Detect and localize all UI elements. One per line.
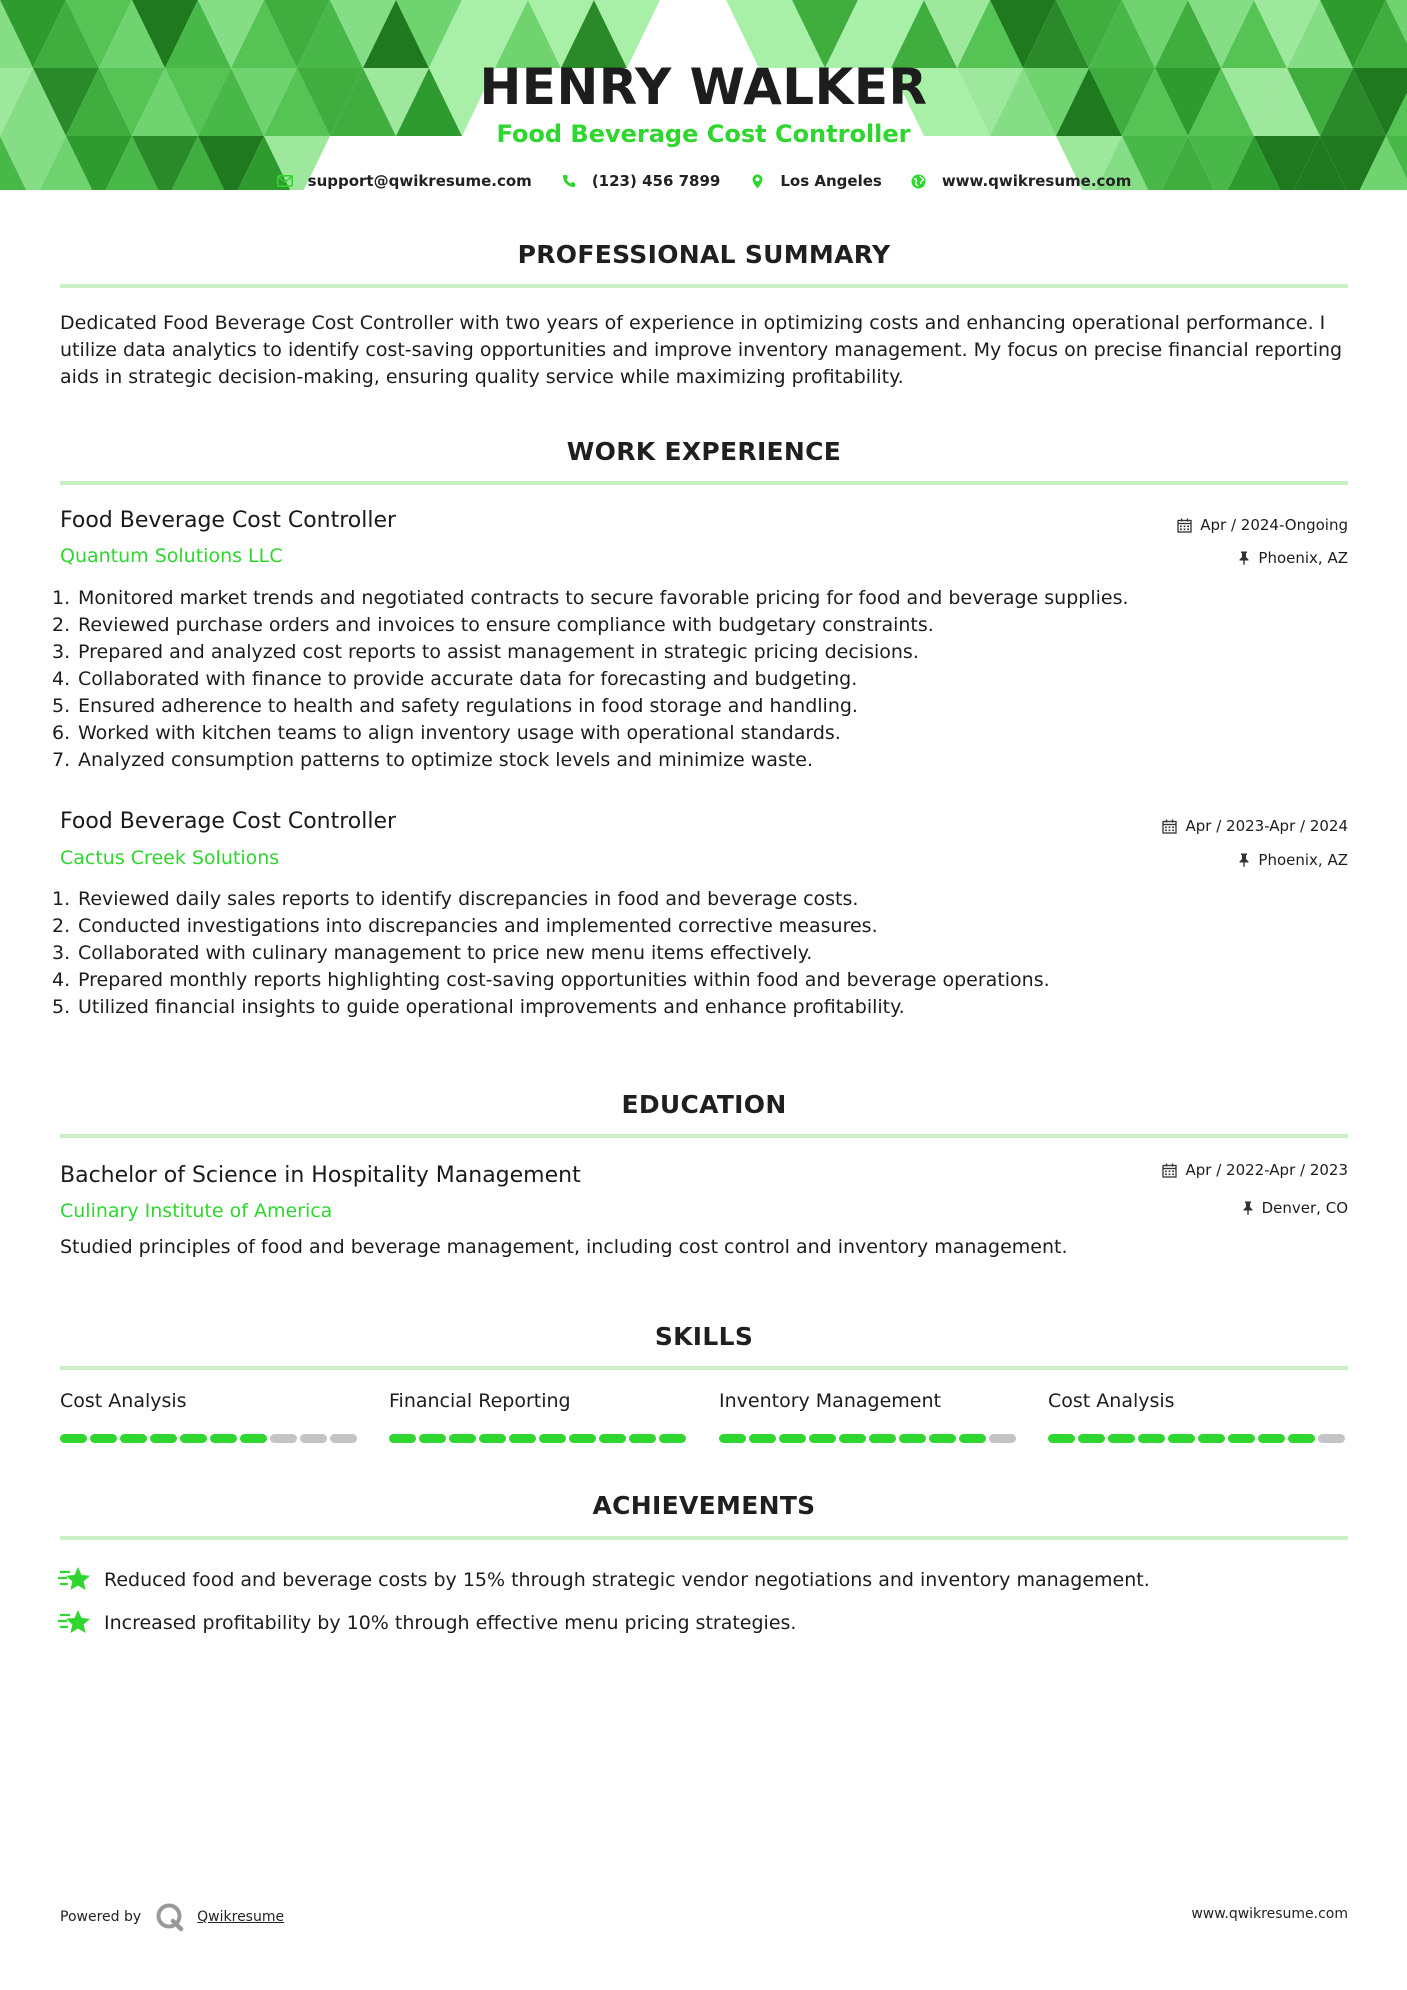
summary-divider [60, 284, 1348, 288]
experience-divider [60, 481, 1348, 485]
skill-level-segment [389, 1434, 416, 1443]
skill-level-segment [1168, 1434, 1195, 1443]
skill-level-bar [60, 1434, 360, 1443]
school-name: Culinary Institute of America [60, 1200, 333, 1222]
skill-name: Cost Analysis [1048, 1390, 1175, 1412]
skill-level-segment [1288, 1434, 1315, 1443]
skill-level-segment [210, 1434, 237, 1443]
skill-level-segment [569, 1434, 596, 1443]
job-dates: Apr / 2023-Apr / 2024 [1162, 817, 1348, 835]
skill-level-segment [60, 1434, 87, 1443]
list-item: 1. Reviewed daily sales reports to identify discrepancies in food and beverage costs. [52, 888, 859, 910]
list-item: 7. Analyzed consumption patterns to optimize stock levels and minimize waste. [52, 749, 814, 771]
skill-level-segment [270, 1434, 297, 1443]
list-item: 3. Collaborated with culinary management to price new menu items effectively. [52, 942, 813, 964]
contact-website-text: www.qwikresume.com [941, 172, 1132, 190]
skill-item [1048, 1390, 1348, 1443]
skills-divider [60, 1366, 1348, 1370]
pushpin-icon [1238, 853, 1250, 867]
skill-name: Inventory Management [719, 1390, 941, 1412]
skill-name: Financial Reporting [389, 1390, 571, 1412]
job-title: Food Beverage Cost Controller [60, 809, 397, 834]
footer-powered-by [60, 1902, 284, 1932]
contact-email-text: support@qwikresume.com [307, 172, 532, 190]
skill-level-segment [929, 1434, 956, 1443]
phone-icon [560, 172, 578, 190]
skill-name: Cost Analysis [60, 1390, 187, 1412]
skill-level-segment [779, 1434, 806, 1443]
job-title: Food Beverage Cost Controller [60, 508, 397, 533]
pushpin-icon [1242, 1201, 1254, 1215]
skill-item [719, 1390, 1019, 1443]
skill-item [389, 1390, 689, 1443]
skill-level-segment [449, 1434, 476, 1443]
skill-level-segment [90, 1434, 117, 1443]
skill-level-segment [989, 1434, 1016, 1443]
skill-level-segment [419, 1434, 446, 1443]
education-description: Studied principles of food and beverage management, including cost control and inventory management. [60, 1236, 1068, 1258]
list-item: 4. Collaborated with finance to provide accurate data for forecasting and budgeting. [52, 668, 858, 690]
skill-level-segment [120, 1434, 147, 1443]
contact-email[interactable] [276, 172, 532, 190]
skill-level-segment [659, 1434, 686, 1443]
skill-level-segment [330, 1434, 357, 1443]
experience-heading: WORK EXPERIENCE [566, 437, 842, 466]
resume-header [0, 0, 1407, 200]
star-icon [58, 1563, 92, 1597]
skill-level-segment [509, 1434, 536, 1443]
candidate-role: Food Beverage Cost Controller [496, 120, 911, 148]
skill-level-bar [1048, 1434, 1348, 1443]
job-dates: Apr / 2024-Ongoing [1177, 516, 1348, 534]
skill-level-segment [1228, 1434, 1255, 1443]
contact-location [748, 172, 881, 190]
calendar-icon [1162, 1163, 1177, 1178]
job-company: Cactus Creek Solutions [60, 847, 280, 869]
skill-level-segment [809, 1434, 836, 1443]
contact-bar [0, 172, 1407, 190]
globe-icon [910, 172, 928, 190]
skill-level-segment [539, 1434, 566, 1443]
summary-heading: PROFESSIONAL SUMMARY [517, 240, 891, 269]
powered-by-label: Powered by [60, 1909, 142, 1925]
education-heading: EDUCATION [621, 1090, 787, 1119]
envelope-icon [276, 172, 294, 190]
achievement-item: Increased profitability by 10% through effective menu pricing strategies. [58, 1606, 796, 1640]
pushpin-icon [1238, 551, 1250, 565]
education-divider [60, 1134, 1348, 1138]
list-item: 6. Worked with kitchen teams to align inventory usage with operational standards. [52, 722, 841, 744]
skill-level-segment [1108, 1434, 1135, 1443]
skill-level-segment [1198, 1434, 1225, 1443]
list-item: 3. Prepared and analyzed cost reports to assist management in strategic pricing decisions. [52, 641, 919, 663]
skill-level-bar [719, 1434, 1019, 1443]
contact-phone[interactable] [560, 172, 721, 190]
skill-level-segment [719, 1434, 746, 1443]
achievements-heading: ACHIEVEMENTS [592, 1491, 816, 1520]
map-pin-icon [748, 172, 766, 190]
achievements-divider [60, 1536, 1348, 1540]
skill-level-segment [839, 1434, 866, 1443]
job-bullets [52, 886, 1352, 1021]
achievement-item: Reduced food and beverage costs by 15% through strategic vendor negotiations and inventory management. [58, 1563, 1150, 1597]
list-item: 5. Utilized financial insights to guide operational improvements and enhance profitability. [52, 996, 905, 1018]
skill-level-segment [959, 1434, 986, 1443]
list-item: 1. Monitored market trends and negotiated contracts to secure favorable pricing for food and beverage supplies. [52, 587, 1129, 609]
job-bullets [52, 585, 1352, 774]
skill-level-segment [240, 1434, 267, 1443]
skills-heading: SKILLS [654, 1322, 754, 1351]
skill-level-segment [899, 1434, 926, 1443]
degree-title: Bachelor of Science in Hospitality Management [60, 1163, 581, 1188]
list-item: 4. Prepared monthly reports highlighting cost-saving opportunities within food and beverage operations. [52, 969, 1050, 991]
qwikresume-logo-icon [155, 1902, 185, 1932]
summary-text: Dedicated Food Beverage Cost Controller with two years of experience in optimizing costs and enhancing operational performance. I utilize data analytics to identify cost-saving opportunities and improve inventory management. My focus on precise financial reporting aids in strategic decision-making, ensuring quality service while maximizing profitability. [60, 312, 1343, 388]
list-item: 2. Conducted investigations into discrepancies and implemented corrective measures. [52, 915, 878, 937]
skill-level-bar [389, 1434, 689, 1443]
calendar-icon [1162, 819, 1177, 834]
job-company: Quantum Solutions LLC [60, 545, 283, 567]
skill-level-segment [629, 1434, 656, 1443]
candidate-name: HENRY WALKER [479, 58, 928, 116]
skill-item [60, 1390, 360, 1443]
skill-level-segment [180, 1434, 207, 1443]
contact-phone-text: (123) 456 7899 [591, 172, 721, 190]
footer-brand-link[interactable]: Qwikresume [197, 1909, 285, 1925]
skill-level-segment [300, 1434, 327, 1443]
education-dates: Apr / 2022-Apr / 2023 [1162, 1161, 1348, 1179]
footer-website[interactable]: www.qwikresume.com [1191, 1906, 1348, 1922]
skill-level-segment [1138, 1434, 1165, 1443]
skill-level-segment [1258, 1434, 1285, 1443]
skill-level-segment [1048, 1434, 1075, 1443]
star-icon [58, 1606, 92, 1640]
calendar-icon [1177, 518, 1192, 533]
list-item: 5. Ensured adherence to health and safety regulations in food storage and handling. [52, 695, 858, 717]
contact-location-text: Los Angeles [780, 172, 882, 190]
skill-level-segment [1078, 1434, 1105, 1443]
job-location: Phoenix, AZ [1238, 549, 1348, 567]
job-location: Phoenix, AZ [1238, 851, 1348, 869]
skill-level-segment [150, 1434, 177, 1443]
list-item: 2. Reviewed purchase orders and invoices to ensure compliance with budgetary constraints. [52, 614, 934, 636]
skill-level-segment [1318, 1434, 1345, 1443]
contact-website[interactable] [910, 172, 1132, 190]
skill-level-segment [479, 1434, 506, 1443]
skill-level-segment [599, 1434, 626, 1443]
skill-level-segment [869, 1434, 896, 1443]
skill-level-segment [749, 1434, 776, 1443]
education-location: Denver, CO [1242, 1199, 1348, 1217]
